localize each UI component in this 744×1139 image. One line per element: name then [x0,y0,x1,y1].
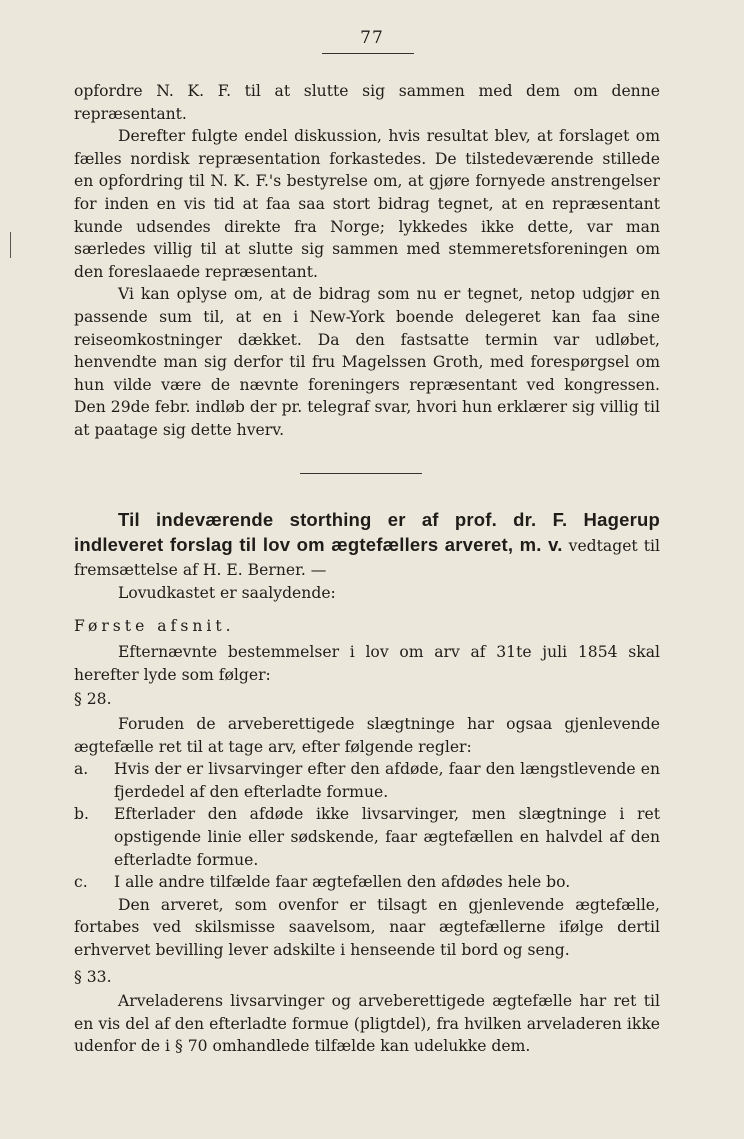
top-text-block [74,80,660,442]
paragraph-3: Vi kan oplyse om, at de bidrag som nu er tegnet, netop udgjør en passende sum til, at en i New-York boende delegeret kan faa sine reiseomkostninger dækket. Da den fastsatte termin var udløbet, henvendte man sig derfor til fru Magelssen Groth, med forespørgsel om hun vilde være de nævnte foreningers repræsentant ved kongressen. Den 29de febr. indløb der pr. telegraf svar, hvori hun erklærer sig villig til at paatage sig dette hverv. [74,285,660,439]
bill-heading-rest: vedtaget til fremsættelse af H. E. Berner. — [74,537,660,579]
bill-intro: Lovudkastet er saalydende: [118,584,336,602]
list-marker: a. [74,760,89,779]
list-marker: c. [74,873,88,892]
list-item-b [74,803,660,871]
list-item-c [74,871,660,894]
bill-heading-bold: Til indeværende storthing er af prof. dr. F. Hagerup indleveret forslag til lov om ægtefællers arveret, m. v. [74,509,660,555]
section-28-heading: § 28. [74,690,112,709]
section-28-text: Foruden de arveberettigede slægtninge har ogsaa gjenlevende ægtefælle ret til at tage arv, efter følgende regler: [74,714,660,756]
list-text: Efterlader den afdøde ikke livsarvinger, men slægtninge i ret opstigende linie eller sødskende, faar ægtefællen en halvdel af den efterladte formue. [114,805,660,869]
page-number: 77 [360,28,384,48]
list-marker: b. [74,805,89,824]
section-33-text: Arveladerens livsarvinger og arveberettigede ægtefælle har ret til en vis del af den efterladte formue (pligtdel), fra hvilken arveladeren ikke udenfor de i § 70 omhandlede tilfælde kan udelukke dem. [74,992,660,1056]
section-33-heading: § 33. [74,967,112,986]
section-separator [300,473,422,474]
section-28-continuation: Den arveret, som ovenfor er tilsagt en gjenlevende ægtefælle, fortabes ved skilsmisse saavelsom, naar ægtefællerne ifølge dertil erhvervet bevilling lever adskilte i henseende til bord og seng. [74,895,660,959]
paragraph-2: Derefter fulgte endel diskussion, hvis resultat blev, at forslaget om fælles nordisk repræsentation forkastedes. De tilstedeværende stillede en opfordring til N. K. F.'s bestyrelse om, at gjøre fornyede anstrengelser for inden en vis tid at faa saa stort bidrag tegnet, at en repræsentant kunde udsendes direkte fra Norge; lykkedes ikke dette, var man særledes villig til at slutte sig sammen med stemmeretsforeningen om den foreslaaede repræsentant. [74,127,660,281]
page-number-rule [322,53,414,54]
bill-text-block [74,508,660,1058]
bill-heading [74,508,660,582]
list-text: Hvis der er livsarvinger efter den afdøde, faar den længstlevende en fjerdedel af den efterladte formue. [114,760,660,801]
list-text: I alle andre tilfælde faar ægtefællen den afdødes hele bo. [114,873,571,892]
list-item-a [74,758,660,803]
margin-mark [10,232,11,258]
paragraph-1: opfordre N. K. F. til at slutte sig sammen med dem om denne repræsentant. [74,82,660,123]
bill-paragraph-after-title: Efternævnte bestemmelser i lov om arv af 31te juli 1854 skal herefter lyde som følger: [74,643,660,684]
section-title: Første afsnit. [74,616,235,635]
